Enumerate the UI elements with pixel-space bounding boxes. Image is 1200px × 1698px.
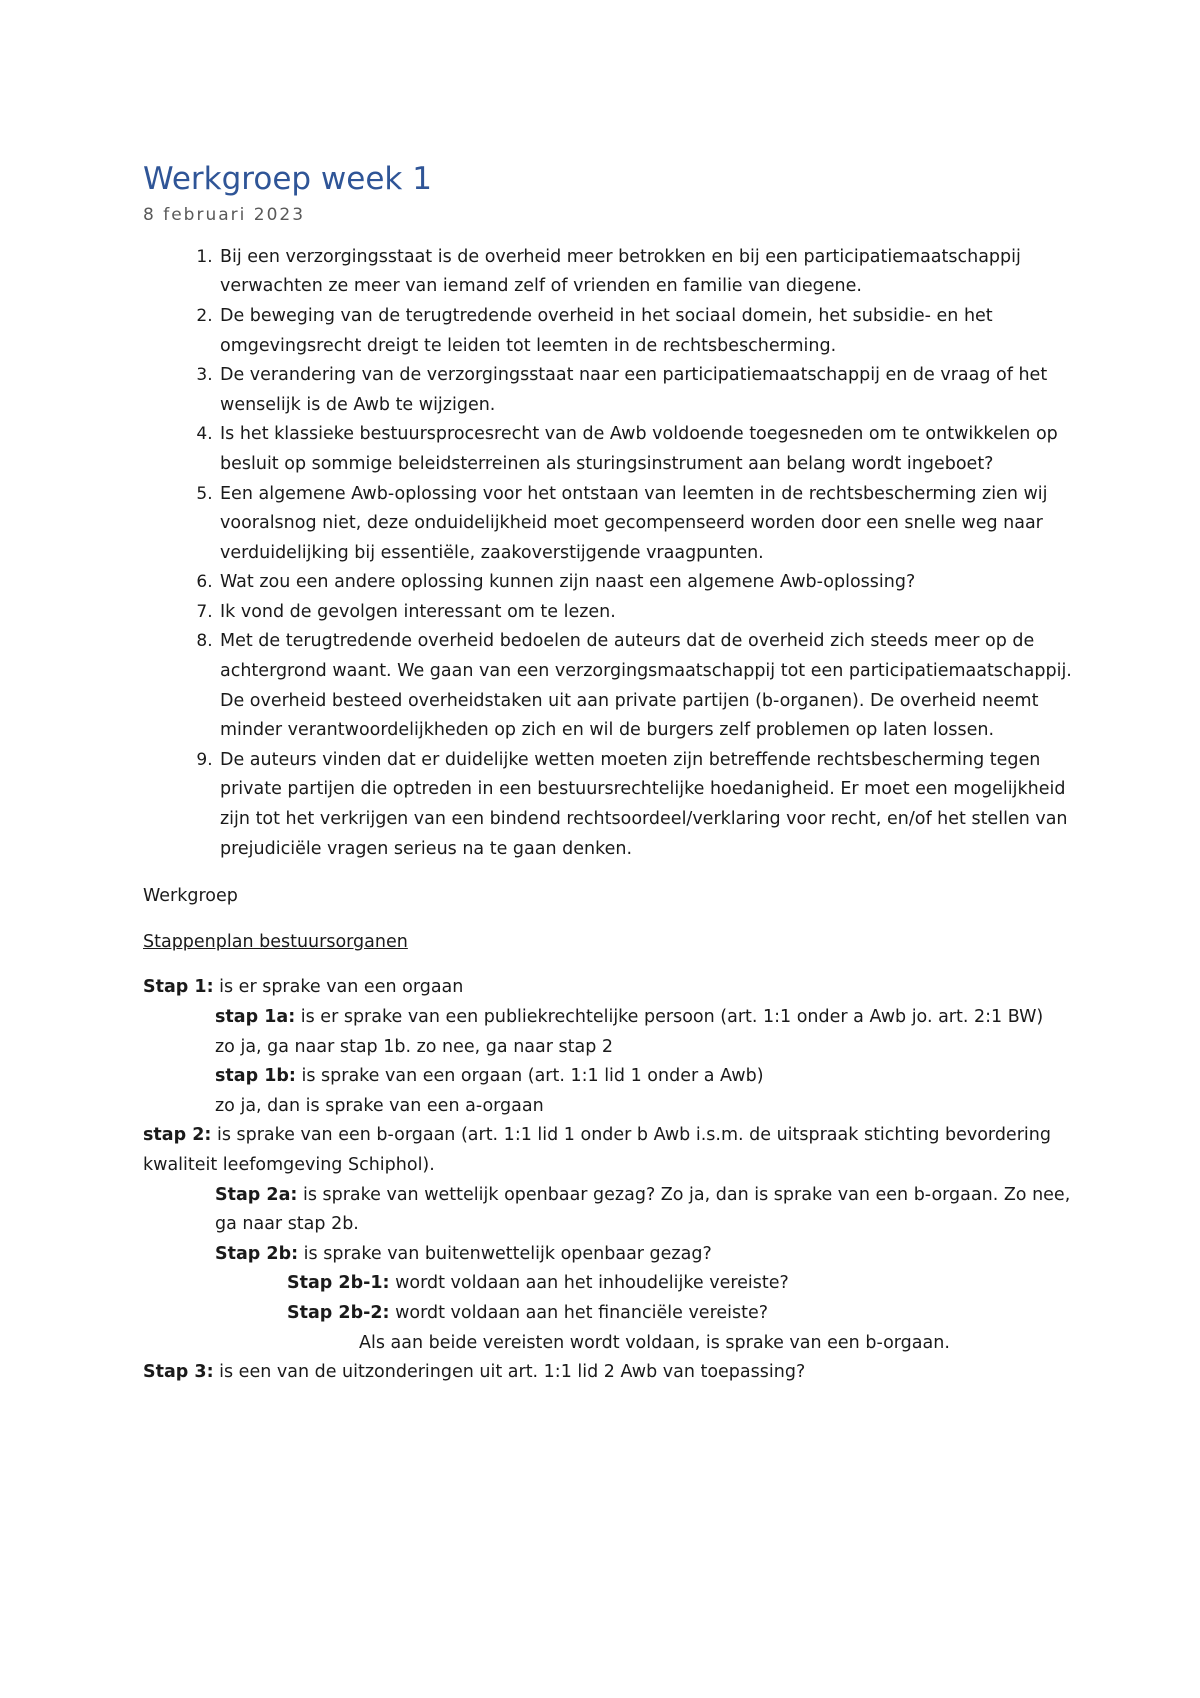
step-label: Stap 3: — [143, 1362, 214, 1383]
steps-block — [143, 973, 1073, 1387]
step-line — [143, 1092, 1073, 1122]
list-item: 4. Is het klassieke bestuursprocesrecht van de Awb voldoende toegesneden om te ontwikkelen op besluit op sommige beleidsterreinen als sturingsinstrument aan belang wordt ingeboet? — [218, 420, 1073, 479]
step-line — [143, 1181, 1073, 1240]
step-text: zo ja, dan is sprake van een a-orgaan — [215, 1095, 544, 1116]
step-text: Als aan beide vereisten wordt voldaan, is sprake van een b-orgaan. — [359, 1332, 950, 1353]
step-label: stap 1b: — [215, 1066, 296, 1087]
list-item: 6. Wat zou een andere oplossing kunnen zijn naast een algemene Awb-oplossing? — [218, 568, 1073, 598]
step-text: wordt voldaan aan het inhoudelijke vereiste? — [389, 1273, 789, 1294]
step-line — [143, 1033, 1073, 1063]
document-title: Werkgroep week 1 — [143, 161, 432, 197]
step-line — [143, 1240, 1073, 1270]
list-item: 3. De verandering van de verzorgingsstaat naar een participatiemaatschappij en de vraag of het wenselijk is de Awb te wijzigen. — [218, 361, 1073, 420]
section-label: Werkgroep — [143, 886, 238, 907]
step-label: Stap 2a: — [215, 1184, 298, 1205]
section-heading: Stappenplan bestuursorganen — [143, 931, 408, 952]
step-text: is er sprake van een orgaan — [213, 977, 464, 998]
step-label: Stap 2b-1: — [287, 1273, 390, 1294]
list-item: 1. Bij een verzorgingsstaat is de overheid meer betrokken en bij een participatiemaatschappij verwachten ze meer van iemand zelf of vrienden en familie van diegene. — [218, 243, 1073, 302]
step-line — [143, 1358, 1073, 1388]
step-text: is een van de uitzonderingen uit art. 1:1 lid 2 Awb van toepassing? — [213, 1362, 806, 1383]
step-text: is sprake van wettelijk openbaar gezag? Zo ja, dan is sprake van een b-orgaan. Zo nee, ga naar stap 2b. — [215, 1184, 1071, 1235]
answers-list — [143, 243, 1073, 864]
step-text: is sprake van een b-orgaan (art. 1:1 lid 1 onder b Awb i.s.m. de uitspraak stichting bevordering kwaliteit leefomgeving Schiphol). — [143, 1125, 1051, 1175]
document-page — [143, 160, 1073, 1388]
step-label: stap 2: — [143, 1125, 212, 1146]
step-line — [143, 973, 1073, 1003]
document-date: 8 februari 2023 — [143, 204, 306, 225]
step-line — [143, 1269, 1073, 1299]
step-text: zo ja, ga naar stap 1b. zo nee, ga naar stap 2 — [215, 1036, 614, 1057]
step-line — [143, 1121, 1073, 1180]
step-label: Stap 2b: — [215, 1243, 299, 1264]
step-line — [143, 1299, 1073, 1329]
step-line — [143, 1329, 1073, 1359]
list-item: 9. De auteurs vinden dat er duidelijke wetten moeten zijn betreffende rechtsbescherming tegen private partijen die optreden in een bestuursrechtelijke hoedanigheid. Er moet een mogelijkheid zijn tot het verkrijgen van een bindend rechtsoordeel/verklaring voor recht, en/of het stellen van prejudiciële vragen serieus na te gaan denken. — [218, 746, 1073, 864]
step-line — [143, 1003, 1073, 1033]
list-item: 5. Een algemene Awb-oplossing voor het ontstaan van leemten in de rechtsbescherming zien wij vooralsnog niet, deze onduidelijkheid moet gecompenseerd worden door een snelle weg naar verduidelijking bij essentiële, zaakoverstijgende vraagpunten. — [218, 480, 1073, 569]
step-label: stap 1a: — [215, 1007, 296, 1027]
list-item: 7. Ik vond de gevolgen interessant om te lezen. — [218, 598, 1073, 628]
step-text: is sprake van een orgaan (art. 1:1 lid 1 onder a Awb) — [295, 1066, 764, 1087]
step-text: is er sprake van een publiekrechtelijke persoon (art. 1:1 onder a Awb jo. art. 2:1 BW) — [295, 1007, 1044, 1027]
step-label: Stap 2b-2: — [287, 1302, 390, 1323]
step-line — [143, 1062, 1073, 1092]
list-item: 8. Met de terugtredende overheid bedoelen de auteurs dat de overheid zich steeds meer op de achtergrond waant. We gaan van een verzorgingsmaatschappij tot een participatiemaatschappij. De overheid besteed overheidstaken uit aan private partijen (b-organen). De overheid neemt minder verantwoordelijkheden op zich en wil de burgers zelf problemen op laten lossen. — [218, 627, 1073, 745]
step-text: wordt voldaan aan het financiële vereiste? — [389, 1302, 769, 1323]
step-label: Stap 1: — [143, 977, 214, 998]
step-text: is sprake van buitenwettelijk openbaar gezag? — [298, 1243, 712, 1264]
list-item: 2. De beweging van de terugtredende overheid in het sociaal domein, het subsidie- en het omgevingsrecht dreigt te leiden tot leemten in de rechtsbescherming. — [218, 302, 1073, 361]
